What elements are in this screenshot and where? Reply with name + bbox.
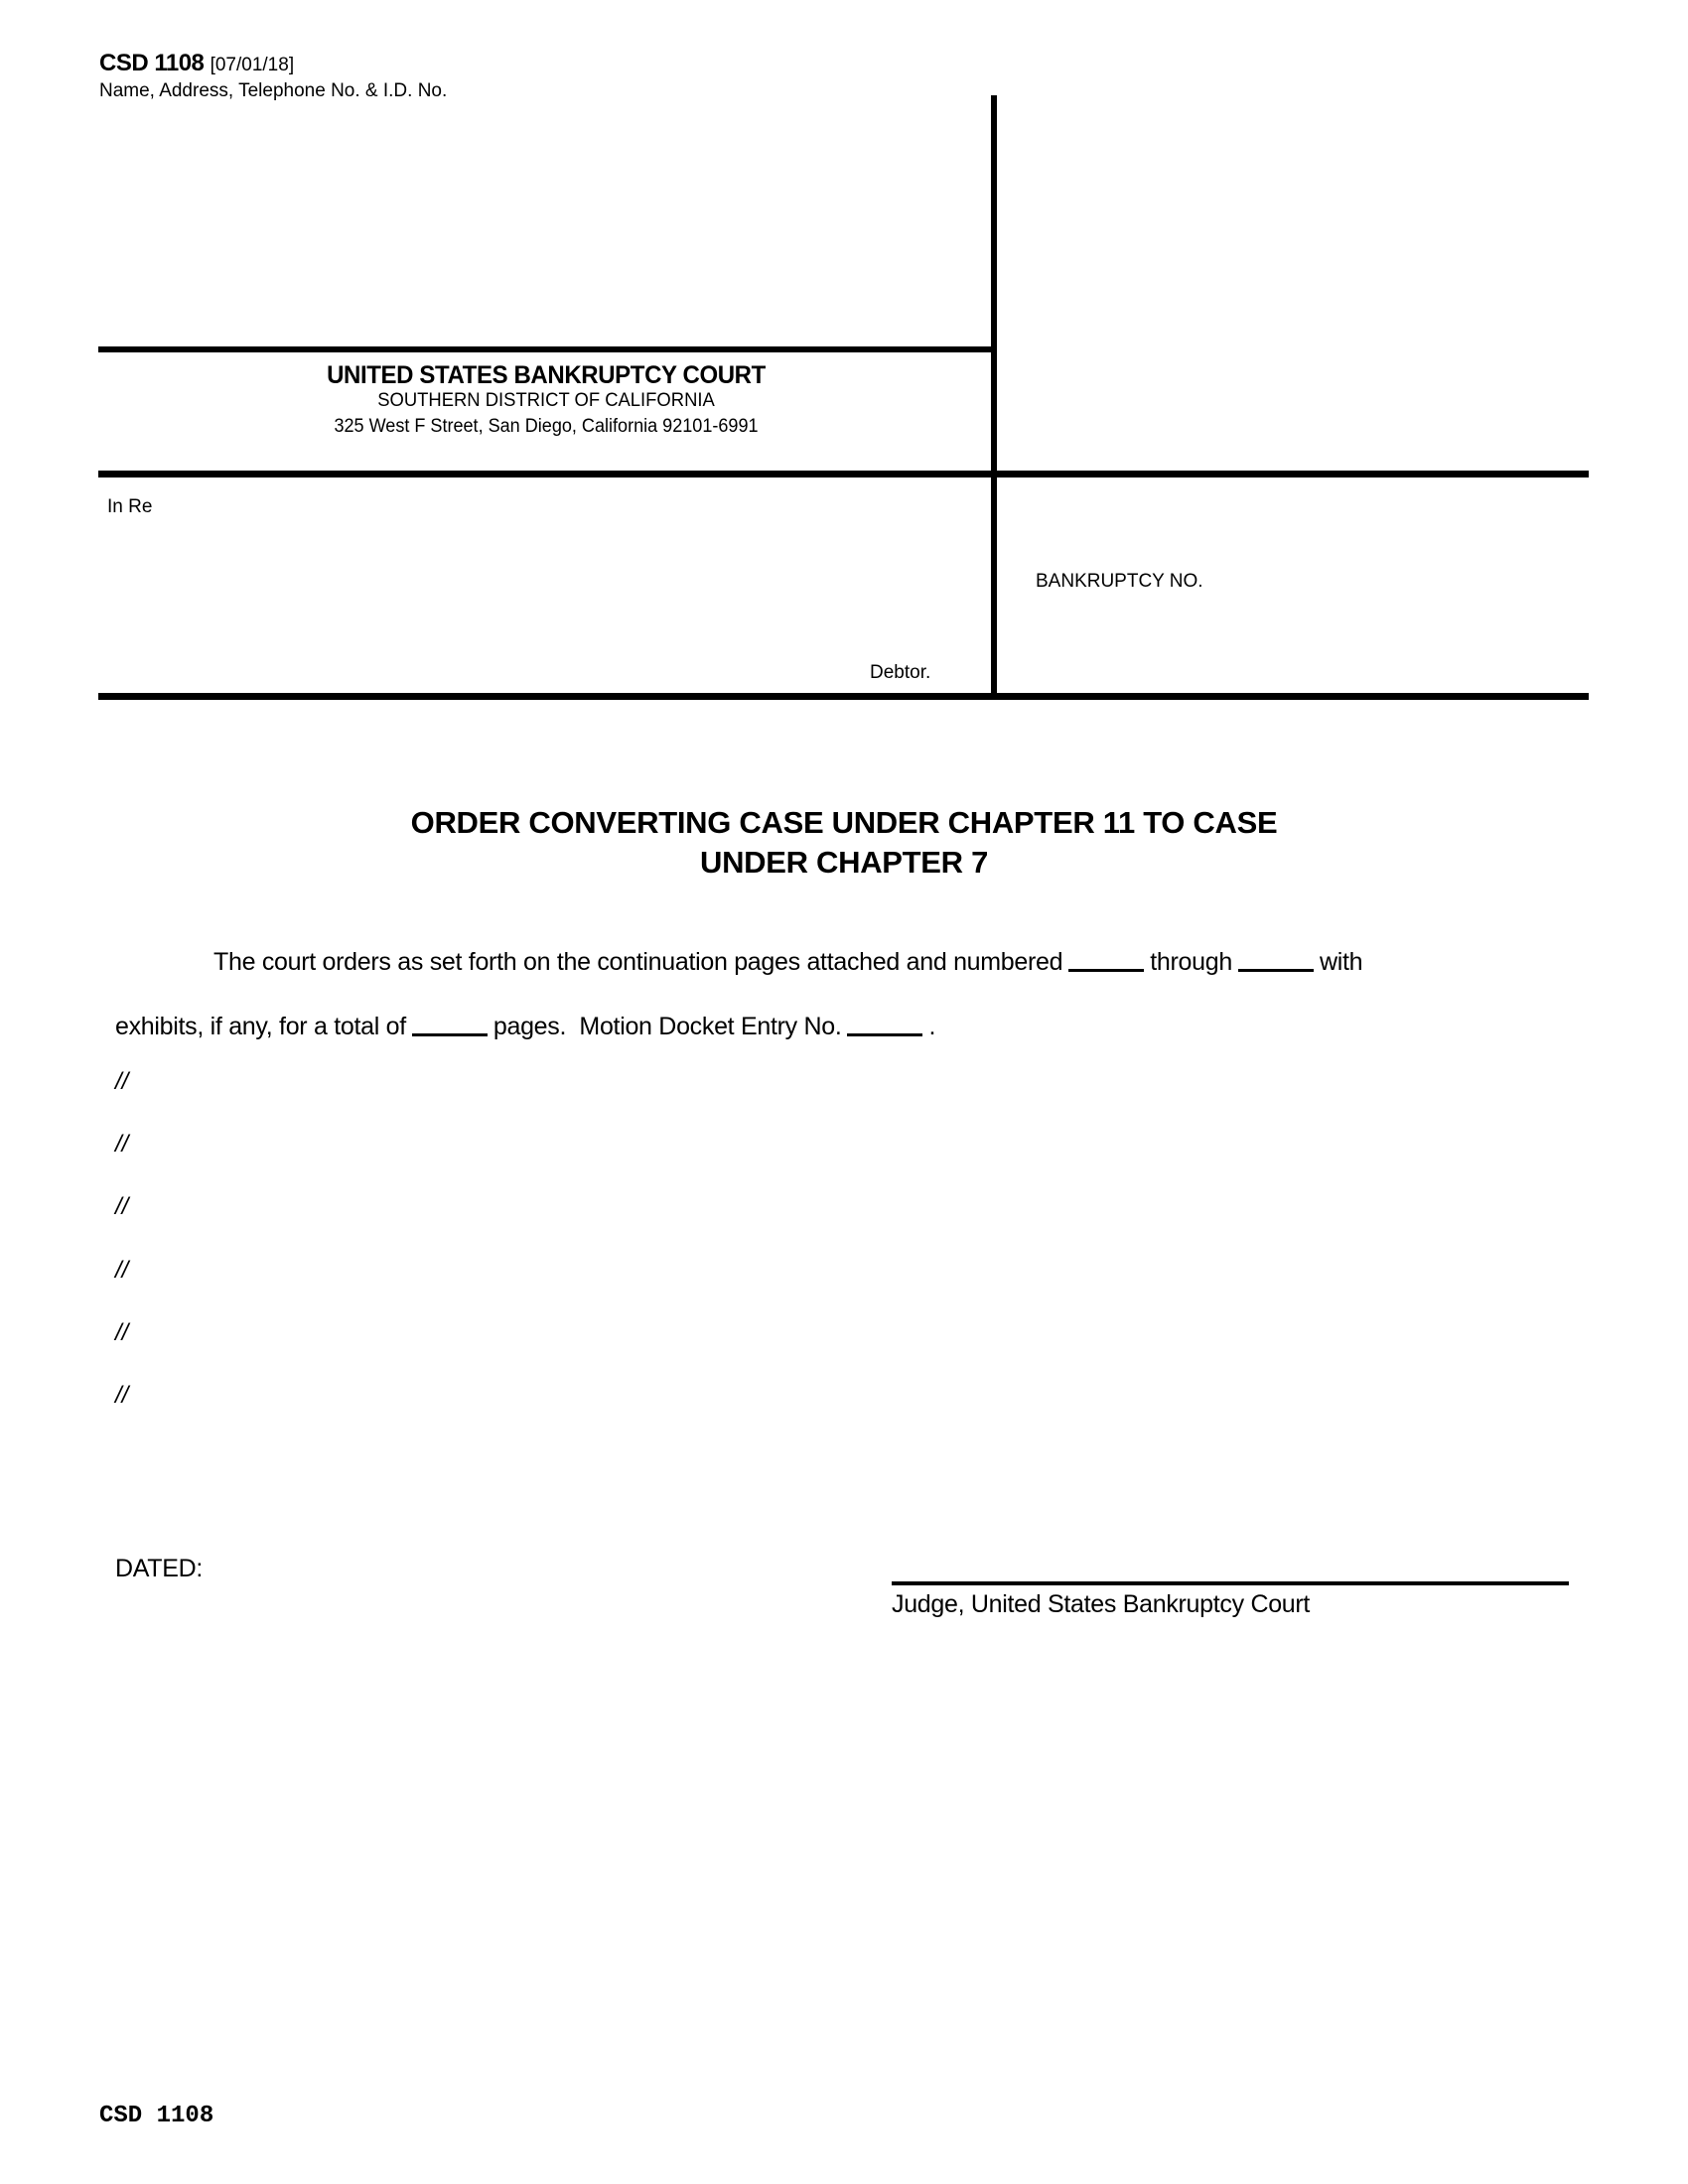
continuation-mark: //: [115, 1319, 129, 1346]
dated-label: DATED:: [115, 1555, 204, 1582]
order-title-line-1: ORDER CONVERTING CASE UNDER CHAPTER 11 TO CASE: [410, 805, 1278, 840]
judge-signature-line[interactable]: [892, 1581, 1569, 1585]
continuation-mark: //: [115, 1193, 129, 1220]
form-number: CSD 1108: [99, 50, 205, 76]
continuation-mark: //: [115, 1131, 129, 1158]
continuation-start-page-blank[interactable]: [1068, 969, 1144, 972]
continuation-end-page-blank[interactable]: [1238, 969, 1314, 972]
court-name: UNITED STATES BANKRUPTCY COURT: [327, 361, 766, 389]
docket-entry-number-blank[interactable]: [847, 1033, 922, 1036]
order-paragraph-line-2: [115, 1013, 935, 1041]
paragraph-text: through: [1150, 948, 1232, 976]
in-re-label: In Re: [107, 496, 153, 517]
caption-middle-rule: [98, 471, 1589, 478]
caption-vertical-divider: [991, 95, 997, 700]
continuation-mark: //: [115, 1257, 129, 1284]
form-revision-date: [07/01/18]: [210, 55, 295, 75]
continuation-mark: //: [115, 1068, 129, 1095]
paragraph-text: pages. Motion Docket Entry No.: [492, 1013, 842, 1040]
footer-form-id: CSD 1108: [99, 2103, 214, 2129]
attorney-block-label: Name, Address, Telephone No. & I.D. No.: [99, 80, 448, 101]
paragraph-text: .: [928, 1013, 936, 1040]
total-pages-blank[interactable]: [412, 1033, 488, 1036]
continuation-mark: //: [115, 1382, 129, 1409]
judge-signature-label: Judge, United States Bankruptcy Court: [892, 1590, 1311, 1618]
order-paragraph-line-1: [213, 948, 1362, 977]
paragraph-text: with: [1319, 948, 1363, 976]
court-district: SOUTHERN DISTRICT OF CALIFORNIA: [377, 390, 715, 411]
paragraph-text: exhibits, if any, for a total of: [115, 1013, 406, 1040]
order-title-line-2: UNDER CHAPTER 7: [699, 845, 989, 880]
debtor-label: Debtor.: [870, 662, 931, 683]
court-address: 325 West F Street, San Diego, California 92101-6991: [334, 416, 759, 437]
form-id-header: [99, 50, 294, 77]
caption-bottom-rule: [98, 693, 1589, 700]
court-header-top-rule: [98, 346, 997, 352]
bankruptcy-number-label: BANKRUPTCY NO.: [1036, 571, 1203, 592]
paragraph-text: The court orders as set forth on the continuation pages attached and numbered: [213, 948, 1063, 976]
